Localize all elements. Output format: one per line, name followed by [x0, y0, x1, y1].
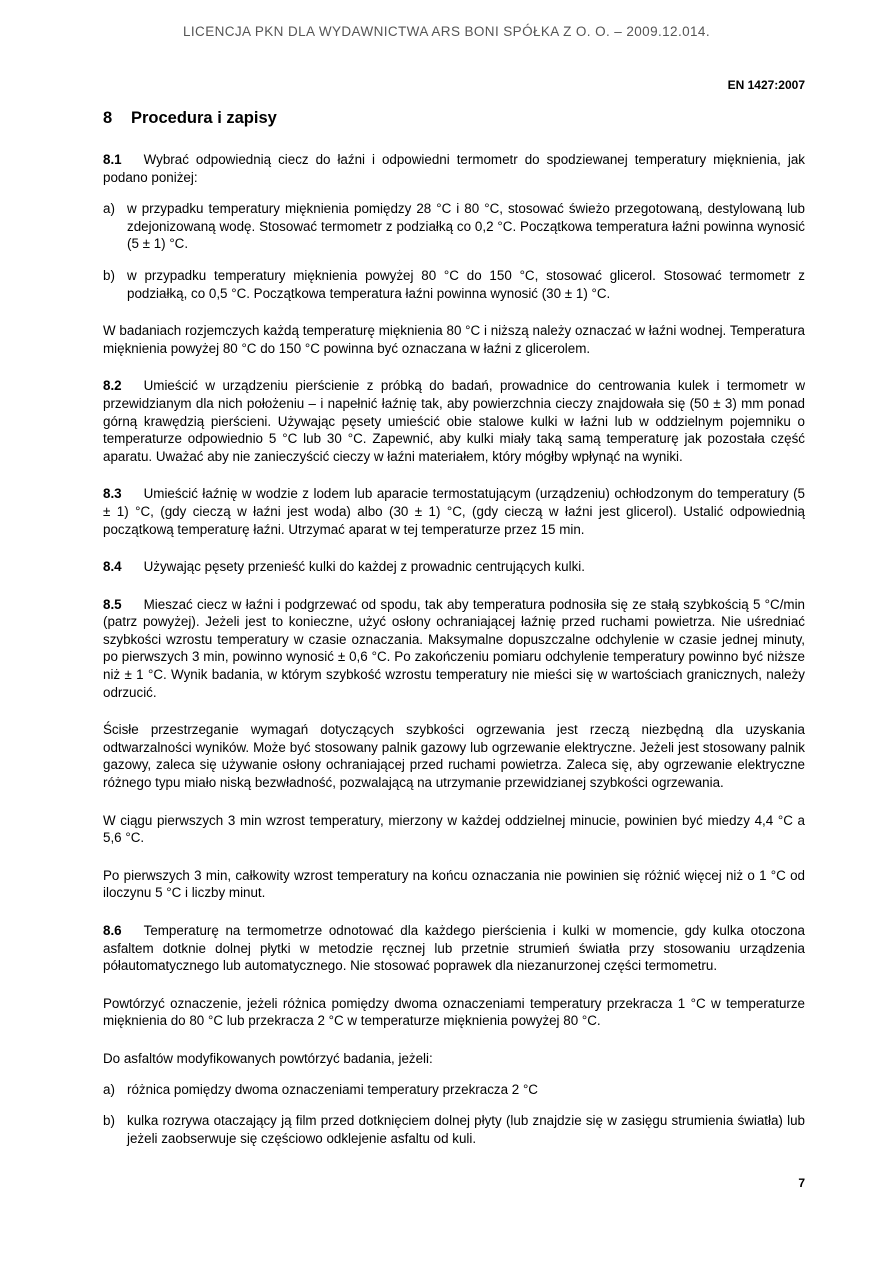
- list-item: [103, 200, 805, 253]
- clause-text: Umieścić w urządzeniu pierścienie z próbką do badań, prowadnice do centrowania kulek i termometr w przewidzianym dla nich położeniu – i napełnić łaźnię tak, aby powierzchnia cieczy znajdowała się (50 ± 3) mm ponad górną krawędzią pierścieni. Używając pęsety umieścić obie stalowe kulki w łaźni lub w oddzielnym pojemniku o temperaturze odpowiednio 5 °C lub 30 °C. Zapewnić, aby kulki miały taką samą temperaturę jak pozostała część aparatu. Uważać aby nie zanieczyścić cieczy w łaźni materiałem, który mógłby wpłynąć na wyniki.: [103, 378, 805, 464]
- clause-8-1: [103, 151, 805, 186]
- list-text: w przypadku temperatury mięknienia pomiędzy 28 °C i 80 °C, stosować świeżo przegotowaną, destylowaną lub zdejonizowaną wodę. Stosować termometr z podziałką co 0,2 °C. Początkowa temperatura łaźni powinna wynosić (5 ± 1) °C.: [127, 201, 805, 252]
- section-title: Procedura i zapisy: [131, 109, 277, 127]
- clause-8-5-para-4: Po pierwszych 3 min, całkowity wzrost temperatury na końcu oznaczania nie powinien się różnić więcej niż o 1 °C od iloczynu 5 °C i liczby minut.: [103, 867, 805, 901]
- clause-text: Używając pęsety przenieść kulki do każdej z prowadnic centrujących kulki.: [143, 559, 585, 575]
- section-number: 8: [103, 109, 113, 127]
- clause-8-5: [103, 596, 805, 702]
- clause-8-6: [103, 922, 805, 975]
- license-header: LICENCJA PKN DLA WYDAWNICTWA ARS BONI SPÓŁKA Z O. O. – 2009.12.014.: [183, 24, 710, 39]
- clause-number: 8.4: [103, 559, 122, 575]
- clause-number: 8.3: [103, 486, 122, 502]
- clause-number: 8.5: [103, 596, 122, 612]
- clause-8-5-para-3: W ciągu pierwszych 3 min wzrost temperatury, mierzony w każdej oddzielnej minucie, powinien być miedzy 4,4 °C a 5,6 °C.: [103, 812, 805, 846]
- clause-8-1-note: W badaniach rozjemczych każdą temperaturę mięknienia 80 °C i niższą należy oznaczać w łaźni wodnej. Temperatura mięknienia powyżej 80 °C do 150 °C powinna być oznaczana w łaźni z glicerolem.: [103, 323, 805, 356]
- section-heading: [103, 106, 805, 130]
- page-number: 7: [798, 1176, 805, 1190]
- list-marker: b): [103, 1113, 115, 1129]
- list-marker: a): [103, 1081, 115, 1097]
- list-text: w przypadku temperatury mięknienia powyżej 80 °C do 150 °C, stosować glicerol. Stosować termometr z podziałką, co 0,5 °C. Początkowa temperatura łaźni powinna wynosić (30 ± 1) °C.: [127, 267, 805, 301]
- clause-text: Umieścić łaźnię w wodzie z lodem lub aparacie termostatującym (urządzeniu) ochłodzonym do temperatury (5 ± 1) °C, (gdy cieczą w łaźni jest woda) albo (30 ± 1) °C, (gdy cieczą w łaźni jest glicerol). Ustalić odpowiednią początkową temperaturę łaźni. Utrzymać aparat w tej temperaturze przez 15 min.: [103, 486, 805, 537]
- clause-8-6-para-3: Do asfaltów modyfikowanych powtórzyć badania, jeżeli:: [103, 1050, 433, 1066]
- list-marker: b): [103, 267, 115, 283]
- list-item: [103, 1112, 805, 1147]
- list-item: [103, 1081, 805, 1099]
- standard-number: EN 1427:2007: [727, 78, 805, 92]
- clause-8-5-para-2: Ścisłe przestrzeganie wymagań dotyczących szybkości ogrzewania jest rzeczą niezbędną dla uzyskania odtwarzalności wyników. Może być stosowany palnik gazowy lub ogrzewanie elektryczne. Jeżeli jest stosowany palnik gazowy, zaleca się używanie osłony ochraniającej przed ruchami powietrza. Zaleca się, aby ogrzewanie elektryczne różnego typu miało niską bezwładność, pozwalającą na utrzymanie przewidzianej szybkości ogrzewania.: [103, 722, 805, 791]
- list-text: kulka rozrywa otaczający ją film przed dotknięciem dolnej płyty (lub znajdzie się w zasięgu strumienia światła) lub jeżeli zaobserwuje się częściowo odklejenie asfaltu od kuli.: [127, 1113, 805, 1146]
- list-text: różnica pomiędzy dwoma oznaczeniami temperatury przekracza 2 °C: [127, 1081, 538, 1097]
- clause-8-3: [103, 485, 805, 538]
- clause-8-6-para-2: Powtórzyć oznaczenie, jeżeli różnica pomiędzy dwoma oznaczeniami temperatury przekracza 1 °C w temperaturze mięknienia do 80 °C lub przekracza 2 °C w temperaturze mięknienia powyżej 80 °C.: [103, 995, 805, 1029]
- clause-number: 8.1: [103, 152, 122, 167]
- clause-8-4: [103, 558, 805, 576]
- clause-text: Temperaturę na termometrze odnotować dla każdego pierścienia i kulki w momencie, gdy kulka otoczona asfaltem dotknie dolnej płytki w metodzie ręcznej lub przetnie strumień światła przy stosowaniu urządzenia półautomatycznego lub automatycznego. Nie stosować poprawek dla niezanurzonej części termometru.: [103, 923, 805, 974]
- clause-number: 8.6: [103, 923, 122, 938]
- list-marker: a): [103, 201, 115, 217]
- document-body: [103, 106, 805, 1161]
- clause-text: Mieszać ciecz w łaźni i podgrzewać od spodu, tak aby temperatura podnosiła się ze stałą szybkością 5 °C/min (patrz powyżej). Jeżeli jest to konieczne, użyć osłony ochraniającej łaźnię przed ruchami powietrza. Nie uśredniać szybkości wzrostu temperatury w czasie oznaczania. Maksymalne dopuszczalne odchylenie w czasie jednej minuty, po pierwszych 3 min, powinno wynosić ± 0,6 °C. Po zakończeniu pomiaru odchylenie temperatury powinno być niższe niż ± 1 °C. Wynik badania, w którym szybkość wzrostu temperatury nie mieści się w wartościach granicznych, należy odrzucić.: [103, 596, 805, 700]
- clause-8-2: [103, 377, 805, 465]
- clause-text: Wybrać odpowiednią ciecz do łaźni i odpowiedni termometr do spodziewanej temperatury mięknienia, jak podano poniżej:: [103, 152, 805, 185]
- list-item: [103, 267, 805, 302]
- clause-number: 8.2: [103, 378, 122, 394]
